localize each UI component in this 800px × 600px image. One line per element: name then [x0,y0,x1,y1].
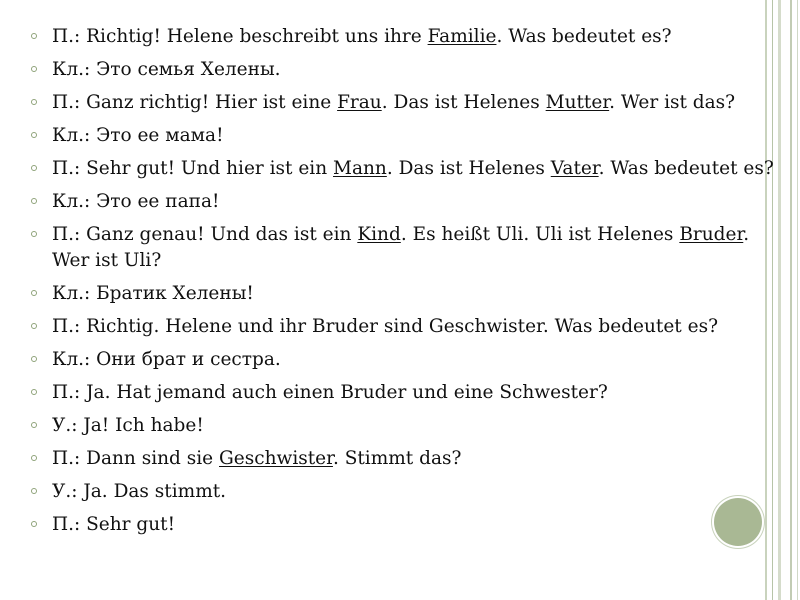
dialogue-line [30,156,785,182]
bullet-icon [31,488,37,494]
line-text: Кл.: Братик Хелены! [52,283,254,304]
bullet-icon [31,389,37,395]
line-text: У.: Ja. Das stimmt. [52,481,227,502]
bullet-icon [31,323,37,329]
vocabulary-word: Geschwister [219,448,333,469]
vocabulary-word: Mann [333,158,387,179]
line-text: . Das ist Helenes [381,92,546,113]
bullet-icon [31,356,37,362]
dialogue-line [30,479,785,505]
dialogue-line [30,57,785,83]
bullet-icon [31,33,37,39]
bullet-icon [31,231,37,237]
dialogue-line [30,24,785,50]
line-text: . Was bedeutet es? [496,26,672,47]
line-text: П.: Sehr gut! [52,514,176,535]
bullet-icon [31,99,37,105]
dialogue-line [30,512,785,538]
dialogue-line [30,90,785,116]
dialogue-line [30,222,785,274]
line-text: . Es heißt Uli. Uli ist Helenes [400,224,680,245]
bullet-icon [31,455,37,461]
line-text: . Wer ist Uli? [52,224,750,271]
bullet-icon [31,198,37,204]
line-text: У.: Ja! Ich habe! [52,415,204,436]
dialogue-line [30,189,785,215]
dialogue-line [30,347,785,373]
bullet-icon [31,66,37,72]
line-text: Кл.: Они брат и сестра. [52,349,281,370]
dialogue-line [30,413,785,439]
dialogue-line [30,314,785,340]
line-text: Кл.: Это ее мама! [52,125,224,146]
line-text: П.: Ja. Hat jemand auch einen Bruder und eine Schwester? [52,382,608,403]
bullet-icon [31,422,37,428]
vocabulary-word: Familie [427,26,497,47]
line-text: . Stimmt das? [332,448,462,469]
line-text: П.: Richtig. Helene und ihr Bruder sind Geschwister. Was bedeutet es? [52,316,718,337]
line-text: Кл.: Это семья Хелены. [52,59,281,80]
dialogue-line [30,380,785,406]
line-text: П.: Dann sind sie [52,448,219,469]
border-stripe [790,0,792,600]
bullet-icon [31,165,37,171]
dialogue-line [30,446,785,472]
dialogue-line [30,281,785,307]
vocabulary-word: Mutter [545,92,610,113]
line-text: Кл.: Это ее папа! [52,191,220,212]
line-text: П.: Richtig! Helene beschreibt uns ihre [52,26,428,47]
dialogue-line [30,123,785,149]
line-text: П.: Ganz richtig! Hier ist eine [52,92,338,113]
border-stripe [797,0,798,600]
line-text: П.: Ganz genau! Und das ist ein [52,224,358,245]
bullet-icon [31,521,37,527]
bullet-icon [31,290,37,296]
vocabulary-word: Kind [357,224,401,245]
vocabulary-word: Vater [550,158,599,179]
line-text: П.: Sehr gut! Und hier ist ein [52,158,334,179]
line-text: . Wer ist das? [609,92,736,113]
line-text: . Das ist Helenes [386,158,551,179]
line-text: . Was bedeutet es? [598,158,774,179]
vocabulary-word: Bruder [679,224,744,245]
bullet-icon [31,132,37,138]
vocabulary-word: Frau [337,92,382,113]
dialogue-list [30,24,785,545]
